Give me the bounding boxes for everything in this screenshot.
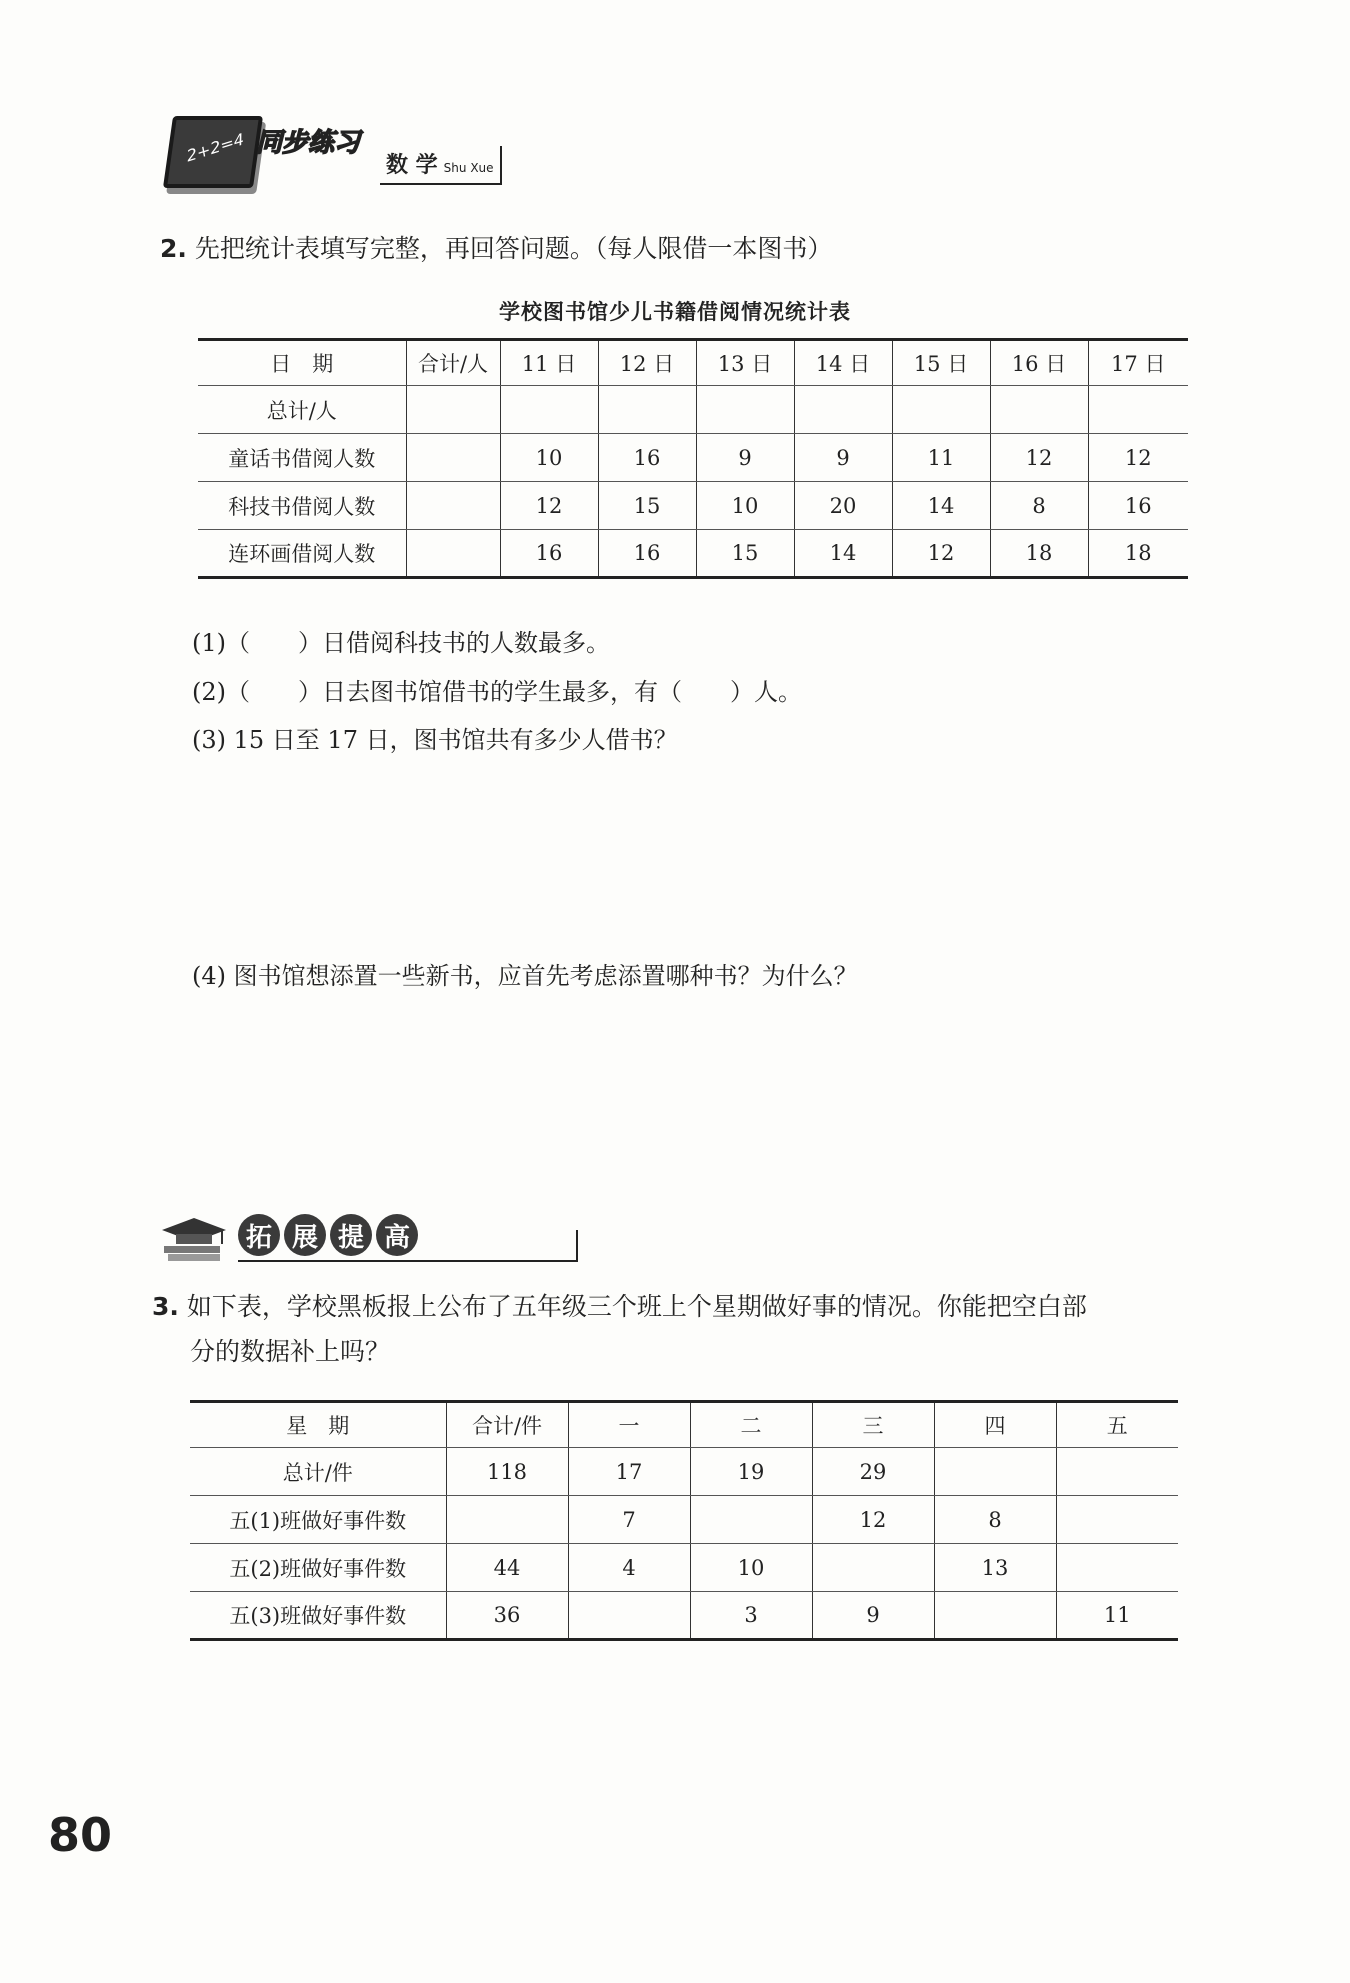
- table-header-cell: 一: [568, 1402, 690, 1448]
- table-cell: [406, 386, 500, 434]
- subject-name: 数 学: [386, 153, 438, 178]
- question-number: 2.: [160, 234, 187, 263]
- table-cell: 11: [1056, 1592, 1178, 1640]
- extension-section-header: [150, 1200, 430, 1270]
- table-cell: 12: [892, 530, 990, 578]
- table-cell: [568, 1592, 690, 1640]
- row-label-cell: 总计/件: [190, 1448, 446, 1496]
- table-header-cell: 16 日: [990, 340, 1088, 386]
- table-row: [190, 1448, 1178, 1496]
- sub-question-3: (3) 15 日至 17 日，图书馆共有多少人借书？: [192, 726, 678, 754]
- table-header-cell: 合计/件: [446, 1402, 568, 1448]
- table-cell: [446, 1496, 568, 1544]
- extension-char-1: 拓: [238, 1214, 280, 1256]
- row-label-cell: 童话书借阅人数: [198, 434, 406, 482]
- table-cell: 16: [1088, 482, 1188, 530]
- question-text-line2: 分的数据补上吗？: [190, 1337, 391, 1366]
- table-cell: 18: [1088, 530, 1188, 578]
- table-cell: [406, 482, 500, 530]
- table-cell: 8: [990, 482, 1088, 530]
- table-row: [198, 386, 1188, 434]
- table-header-row: [198, 340, 1188, 386]
- table-title: 学校图书馆少儿书籍借阅情况统计表: [499, 300, 851, 324]
- table-header-cell: 五: [1056, 1402, 1178, 1448]
- table-cell: [690, 1496, 812, 1544]
- table-cell: [892, 386, 990, 434]
- extension-char-3: 提: [330, 1214, 372, 1256]
- table-cell: 29: [812, 1448, 934, 1496]
- row-label-cell: 五(2)班做好事件数: [190, 1544, 446, 1592]
- table-row: [190, 1544, 1178, 1592]
- table-cell: 16: [598, 434, 696, 482]
- table-row: [198, 434, 1188, 482]
- sub-question-4: (4) 图书馆想添置一些新书，应首先考虑添置哪种书？为什么？: [192, 962, 858, 990]
- table-header-cell: 星 期: [190, 1402, 446, 1448]
- table-cell: 9: [794, 434, 892, 482]
- table-cell: 7: [568, 1496, 690, 1544]
- table-header-cell: 14 日: [794, 340, 892, 386]
- table-cell: 4: [568, 1544, 690, 1592]
- table-cell: 12: [990, 434, 1088, 482]
- subject-label: [380, 146, 502, 185]
- table-cell: [406, 530, 500, 578]
- row-label-cell: 五(3)班做好事件数: [190, 1592, 446, 1640]
- table-header-cell: 11 日: [500, 340, 598, 386]
- blackboard-text: 2+2=4: [185, 129, 246, 166]
- table-cell: 11: [892, 434, 990, 482]
- graduation-cap-icon: [158, 1216, 228, 1262]
- question-text: 先把统计表填写完整，再回答问题。（每人限借一本图书）: [194, 234, 833, 263]
- good-deeds-table: [190, 1400, 1178, 1641]
- table-cell: 118: [446, 1448, 568, 1496]
- table-header-row: [190, 1402, 1178, 1448]
- page-number: 80: [48, 1808, 113, 1862]
- blackboard-icon: [163, 116, 263, 188]
- table-cell: [1056, 1496, 1178, 1544]
- divider: [576, 1230, 578, 1262]
- extension-char-4: 高: [376, 1214, 418, 1256]
- table-header-cell: 15 日: [892, 340, 990, 386]
- table-row: [198, 482, 1188, 530]
- table-cell: 15: [696, 530, 794, 578]
- table-cell: 14: [794, 530, 892, 578]
- table-cell: [1088, 386, 1188, 434]
- table-cell: 16: [598, 530, 696, 578]
- table-cell: [696, 386, 794, 434]
- question-text-line1: 如下表，学校黑板报上公布了五年级三个班上个星期做好事的情况。你能把空白部: [186, 1292, 1087, 1321]
- table-header-cell: 合计/人: [406, 340, 500, 386]
- table-header-cell: 日 期: [198, 340, 406, 386]
- library-borrowing-table: [198, 338, 1188, 579]
- series-title: 同步练习: [256, 128, 361, 158]
- table-cell: 44: [446, 1544, 568, 1592]
- table-header-cell: 12 日: [598, 340, 696, 386]
- table-cell: 9: [812, 1592, 934, 1640]
- row-label-cell: 连环画借阅人数: [198, 530, 406, 578]
- row-label-cell: 总计/人: [198, 386, 406, 434]
- table-cell: 15: [598, 482, 696, 530]
- table-cell: [934, 1592, 1056, 1640]
- table-header-cell: 17 日: [1088, 340, 1188, 386]
- divider: [238, 1260, 578, 1262]
- table-cell: 8: [934, 1496, 1056, 1544]
- table-cell: 12: [500, 482, 598, 530]
- table-cell: 10: [500, 434, 598, 482]
- table-header-cell: 四: [934, 1402, 1056, 1448]
- question-2-prompt: [160, 232, 832, 266]
- table-cell: [990, 386, 1088, 434]
- table-cell: 14: [892, 482, 990, 530]
- table-cell: 12: [1088, 434, 1188, 482]
- table-cell: 12: [812, 1496, 934, 1544]
- table-cell: [812, 1544, 934, 1592]
- extension-char-2: 展: [284, 1214, 326, 1256]
- table-row: [190, 1496, 1178, 1544]
- table-cell: 19: [690, 1448, 812, 1496]
- table-cell: 18: [990, 530, 1088, 578]
- table-cell: [406, 434, 500, 482]
- table-cell: [500, 386, 598, 434]
- table-cell: 20: [794, 482, 892, 530]
- series-header: [160, 108, 520, 188]
- subject-pinyin: Shu Xue: [443, 161, 494, 175]
- table-cell: 13: [934, 1544, 1056, 1592]
- question-3-prompt: [152, 1290, 1087, 1324]
- row-label-cell: 五(1)班做好事件数: [190, 1496, 446, 1544]
- table-cell: 3: [690, 1592, 812, 1640]
- table-row: [190, 1592, 1178, 1640]
- table-cell: [598, 386, 696, 434]
- table-cell: 10: [696, 482, 794, 530]
- table-cell: 10: [690, 1544, 812, 1592]
- table-cell: 9: [696, 434, 794, 482]
- table-cell: [1056, 1544, 1178, 1592]
- table-header-cell: 二: [690, 1402, 812, 1448]
- table-cell: 17: [568, 1448, 690, 1496]
- question-number: 3.: [152, 1292, 179, 1321]
- row-label-cell: 科技书借阅人数: [198, 482, 406, 530]
- table-cell: [794, 386, 892, 434]
- table-header-cell: 13 日: [696, 340, 794, 386]
- sub-question-2: (2)（ ）日去图书馆借书的学生最多，有（ ）人。: [192, 678, 802, 706]
- table-row: [198, 530, 1188, 578]
- table-header-cell: 三: [812, 1402, 934, 1448]
- table-cell: [1056, 1448, 1178, 1496]
- table-cell: [934, 1448, 1056, 1496]
- table-cell: 16: [500, 530, 598, 578]
- sub-question-1: (1)（ ）日借阅科技书的人数最多。: [192, 629, 610, 657]
- table-cell: 36: [446, 1592, 568, 1640]
